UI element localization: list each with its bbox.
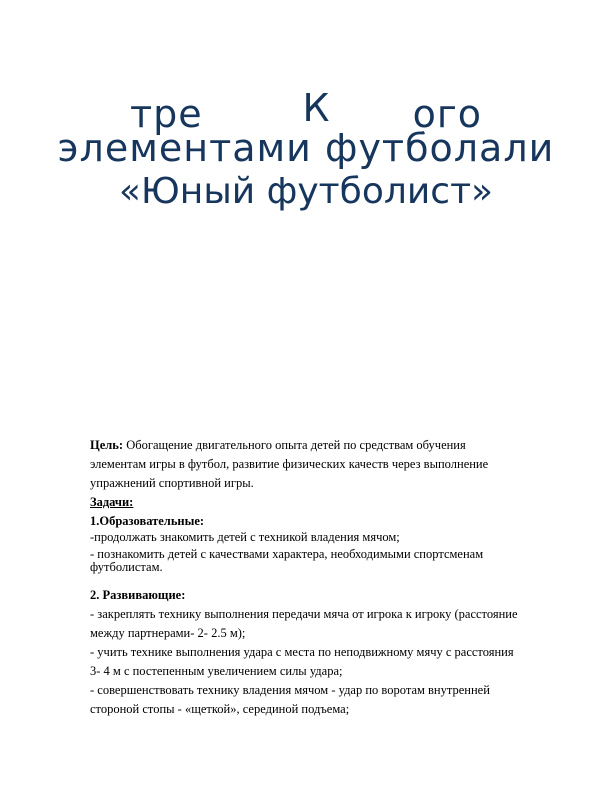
title-ghost-top <box>0 92 612 130</box>
tasks-label: Задачи: <box>90 495 134 509</box>
title-top-right: ого <box>412 92 483 136</box>
developing-heading: 2. Развивающие: <box>90 588 186 602</box>
goal-label: Цель: <box>90 438 124 452</box>
educational-item-2: - познакомить детей с качествами характера, необходимыми спортсменам футболистам. <box>90 547 484 574</box>
document-body <box>90 436 520 719</box>
developing-item-2: - учить технике выполнения удара с места по неподвижному мячу с расстояния 3- 4 м с постепенным увеличением силы удара; <box>90 645 514 678</box>
title-middle-text: элементами футбола <box>57 126 504 170</box>
page-title: «Юный футболист» <box>118 171 494 212</box>
goal-paragraph <box>90 436 520 493</box>
educational-heading: 1.Образовательные: <box>90 514 205 528</box>
title-ghost-letter: К <box>302 92 330 130</box>
educational-item-1: -продолжать знакомить детей с техникой владения мячом; <box>90 530 400 544</box>
developing-item-3: - совершенствовать технику владения мячом - удар по воротам внутренней стороной стопы - «щеткой», серединой подъема; <box>90 683 490 716</box>
developing-item-1: - закреплять технику выполнения передачи мяча от игрока к игроку (расстояние между партнерами- 2- 2.5 м); <box>90 607 518 640</box>
title-overlap-middle <box>0 126 612 170</box>
title-middle-suffix: ли <box>503 126 555 170</box>
title-top-left: тре <box>129 92 203 136</box>
goal-text: Обогащение двигательного опыта детей по средствам обучения элементам игры в футбол, развитие физических качеств через выполнение упражнений спортивной игры. <box>90 438 489 490</box>
title-block <box>0 92 612 222</box>
